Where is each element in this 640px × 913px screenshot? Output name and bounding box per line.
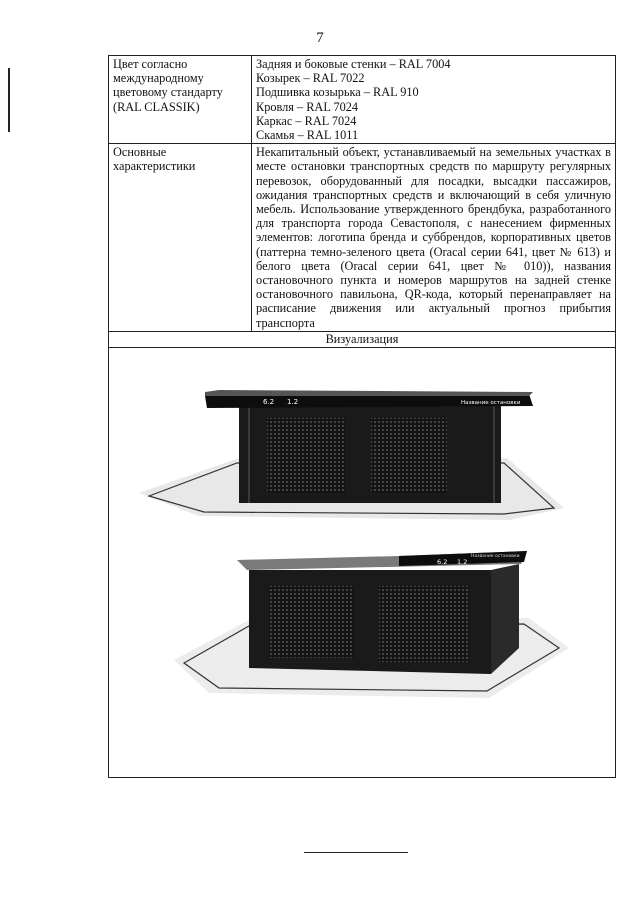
characteristics-row: [109, 144, 616, 332]
visualization-cell: [109, 347, 616, 777]
pavilion-render-front: [139, 390, 564, 520]
page-number: 7: [316, 30, 324, 46]
perforated-panel-left: [267, 418, 345, 493]
visualization-row: [109, 347, 616, 777]
color-bench: Скамья – RAL 1011: [256, 128, 359, 143]
route-number-1: 6.2: [437, 557, 448, 566]
pavilion-render-rear: [174, 551, 569, 698]
perforated-panel-right: [379, 586, 469, 662]
route-number-2: 1.2: [457, 557, 468, 566]
color-label-line: Цвет согласно: [113, 57, 188, 71]
route-number-1: 6.2: [263, 397, 275, 406]
visualization-heading-row: [109, 331, 616, 347]
margin-binding-mark: [8, 68, 10, 132]
color-label-line: цветовому стандарту: [113, 85, 223, 100]
canopy-edge: [205, 390, 533, 396]
characteristics-text: Некапитальный объект, устанавливаемый на земельных участках в месте остановки транспортных средств по маршруту регулярных перевозок, оборудованный для посадки, высадки пассажиров, ожидания транспортных средств и включающий в себя уличную мебель. Использование утвержденного брендбука, разработанного для транспорта города Севастополя, с нанесением фирменных элементов: логотипа бренда и суббрендов, корпоративных цветов (паттерна темно-зеленого цвета (Oracal серии 641, цвет № 613) и белого цвета (Oracal серии 641, цвет № 010)), названия остановочного пункта и номеров маршрутов на задней стенке остановочного павильона, QR-кода, который перенаправляет на расписание движения или актуальный прогноз прибытия транспорта: [252, 144, 616, 332]
color-canopy-lining: Подшивка козырька – RAL 910: [256, 85, 419, 100]
color-label-line: (RAL CLASSIK): [113, 99, 200, 114]
stop-name-label: Название остановки: [471, 553, 520, 559]
color-label-cell: [109, 56, 252, 144]
color-values-cell: [252, 56, 616, 144]
spec-table: [108, 55, 616, 778]
visualization-heading: Визуализация: [109, 331, 616, 347]
perforated-panel-right: [371, 418, 447, 493]
characteristics-label: Основные характеристики: [109, 144, 252, 332]
footnote-divider: [304, 852, 408, 853]
visualization-renders: [109, 348, 615, 775]
perforated-panel-left: [269, 586, 354, 658]
stop-name-label: Название остановки: [461, 399, 521, 406]
route-number-2: 1.2: [287, 397, 299, 406]
color-label-line: международному: [113, 71, 204, 86]
color-frame: Каркас – RAL 7024: [256, 113, 357, 128]
color-canopy: Козырек – RAL 7022: [256, 71, 365, 86]
color-roof: Кровля – RAL 7024: [256, 99, 359, 114]
color-back-side-walls: Задняя и боковые стенки – RAL 7004: [256, 57, 451, 71]
color-row: [109, 56, 616, 144]
